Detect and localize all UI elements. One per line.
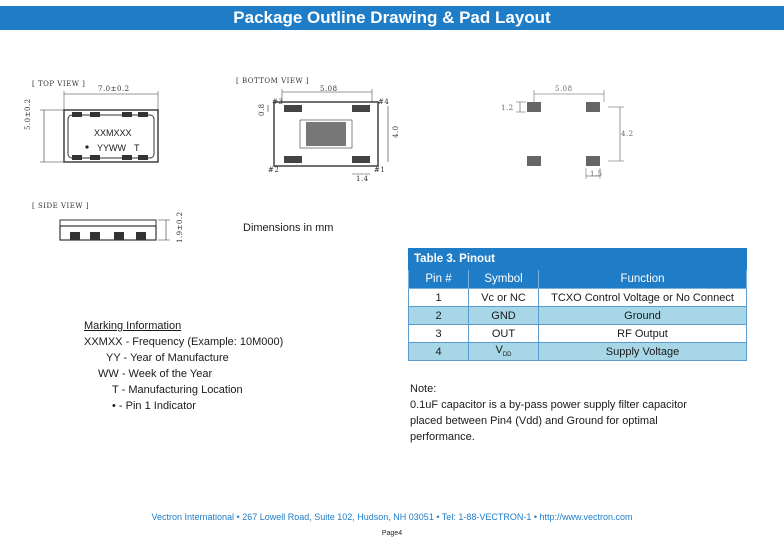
table-row [409,325,747,343]
note-title: Note: [410,383,437,395]
col-header-function: Function [539,270,747,289]
note-text: 0.1uF capacitor is a by-pass power supply filter capacitor placed between Pin4 (Vdd) and Ground for optimal performance. [410,399,687,443]
side-view-height-dim: 1.9±0.2 [176,211,184,243]
table-caption: Table 3. Pinout [409,249,747,270]
top-view-label: [ TOP VIEW ] [32,80,86,88]
pinout-table [408,248,747,361]
marking-code: WW [98,368,119,380]
marking-line3: T [134,143,140,153]
pad-layout-drawing [496,84,636,184]
pin1-bullet-icon: • [112,400,116,412]
table-row [409,289,747,307]
note [410,381,710,445]
top-view-width-dim: 7.0±0.2 [98,85,130,93]
symbol-cell: Vc or NC [469,289,539,307]
marking-line1: XXMXXX [94,128,132,138]
footer-company: Vectron International • 267 Lowell Road, Suite 102, Hudson, NH 03051 • Tel: 1-88-VECTRON-1 • http://www.vectron.com [151,512,633,522]
symbol-cell: OUT [469,325,539,343]
bottom-view-height-dim: 4.0 [392,125,400,138]
function-cell: RF Output [539,325,747,343]
marking-desc: - Frequency (Example: 10M000) [125,336,284,348]
pin3-label: #3 [272,98,284,106]
marking-information [84,318,283,414]
function-cell: Supply Voltage [539,343,747,361]
marking-item [84,366,283,382]
side-view-drawing [56,214,190,246]
table-row [409,307,747,325]
marking-line2: YYWW [97,143,126,153]
marking-item [84,398,283,414]
pin1-label: #1 [374,166,386,174]
bottom-view-width-dim: 5.08 [320,85,338,93]
function-cell: TCXO Control Voltage or No Connect [539,289,747,307]
marking-code: T [112,384,119,396]
marking-item [84,382,283,398]
symbol-cell [469,343,539,361]
table-row [409,343,747,361]
top-view-height-dim: 5.0±0.2 [24,98,32,130]
top-view-drawing [26,86,176,168]
page-number: Page4 [381,530,403,537]
function-cell: Ground [539,307,747,325]
marking-code: YY [106,352,121,364]
marking-desc: - Pin 1 Indicator [118,400,196,412]
pin2-label: #2 [268,166,280,174]
symbol-cell: GND [469,307,539,325]
side-view-label: [ SIDE VIEW ] [32,202,90,210]
marking-desc: - Week of the Year [121,368,213,380]
bottom-view-pad-h: 0.8 [258,103,266,116]
pin-cell: 1 [409,289,469,307]
symbol-main: V [495,344,503,357]
marking-item [84,334,283,350]
bottom-view-pad-w: 1.4 [356,175,369,183]
marking-desc: - Year of Manufacture [123,352,229,364]
page-title: Package Outline Drawing & Pad Layout [0,6,784,30]
pin4-label: #4 [378,98,390,106]
marking-code: XXMXX [84,336,123,348]
dimensions-note: Dimensions in mm [243,222,334,234]
marking-heading: Marking Information [84,320,182,332]
pad-height-dim: 4.2 [621,130,634,138]
marking-desc: - Manufacturing Location [121,384,243,396]
pad-width-dim: 5.08 [555,85,573,93]
pin-cell: 3 [409,325,469,343]
pin-cell: 2 [409,307,469,325]
col-header-symbol: Symbol [469,270,539,289]
pad-w-dim: 1.5 [590,170,603,178]
symbol-subscript: DD [502,352,512,359]
col-header-pin: Pin # [409,270,469,289]
bottom-view-label: [ BOTTOM VIEW ] [236,77,310,85]
marking-item [84,350,283,366]
pad-h-dim: 1.2 [501,104,514,112]
pin-cell: 4 [409,343,469,361]
